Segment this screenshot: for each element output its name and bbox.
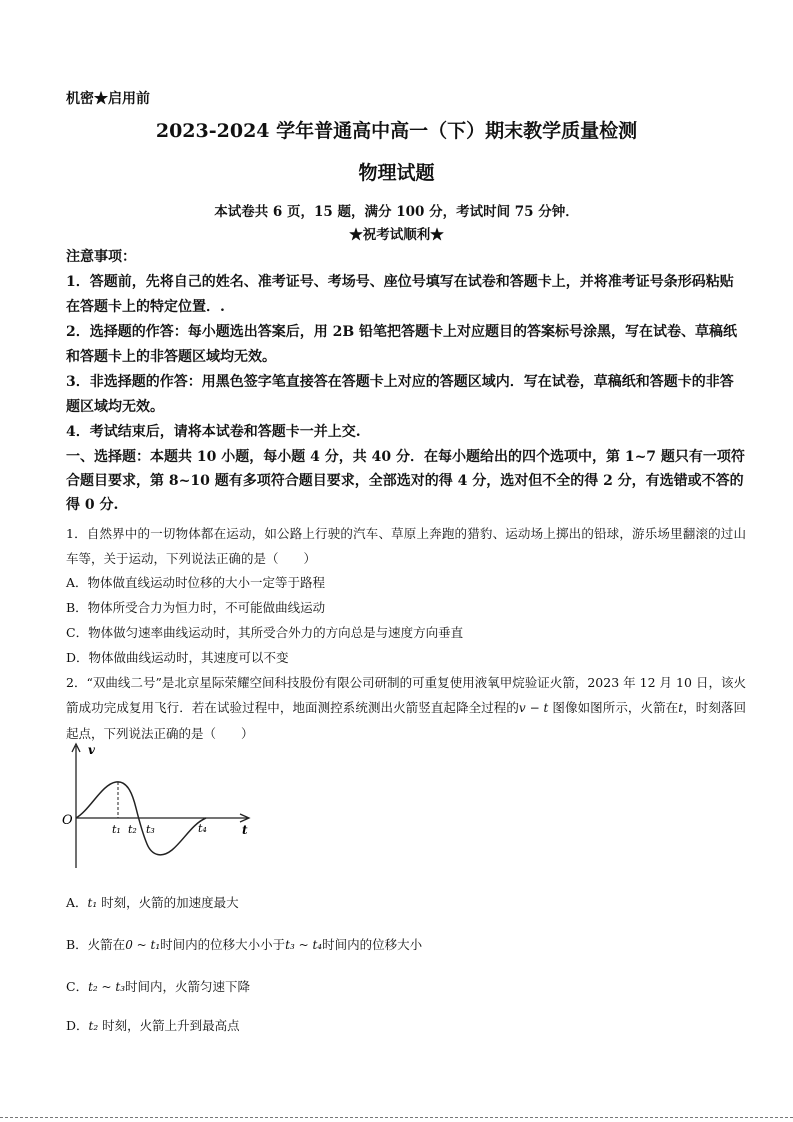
confidential-label: 机密★启用前 xyxy=(66,91,150,107)
note-item-1: 1．答题前，先将自己的姓名、准考证号、考场号、座位号填写在试卷和答题卡上，并将准考证号条形码粘贴在答题卡上的特定位置．. xyxy=(66,274,734,315)
notes-heading: 注意事项： xyxy=(66,249,136,265)
option-c-text: 时间内，火箭匀速下降 xyxy=(125,979,251,994)
option-b-text: 时间内的位移大小 xyxy=(322,937,423,952)
question-2-option-c xyxy=(66,977,746,995)
note-item-3: 3．非选择题的作答：用黑色签字笔直接答在答题卡上对应的答题区域内．写在试卷，草稿纸和答题卡的非答题区域均无效。 xyxy=(66,374,734,415)
question-2-stem-part3: ，时刻落回起点，下列说法正确的是（ ） xyxy=(66,700,746,741)
note-item-2: 2．选择题的作答：每小题选出答案后，用 2B 铅笔把答题卡上对应题目的答案标号涂黑，写在试卷、草稿纸和答题卡上的非答题区域均无效。 xyxy=(66,324,738,365)
question-2-stem-math: v − t xyxy=(518,701,549,715)
question-2-stem-math2: t xyxy=(678,701,684,715)
question-1-stem: 1．自然界中的一切物体都在运动，如公路上行驶的汽车、草原上奔跑的猎豹、运动场上掷出的铅球，游乐场里翻滚的过山车等，关于运动，下列说法正确的是（ ） xyxy=(66,526,746,566)
v-axis-label: v xyxy=(88,743,95,757)
t2-label: t₂ xyxy=(128,823,137,836)
option-b-prefix: B．火箭在 xyxy=(66,937,126,952)
velocity-time-graph xyxy=(60,740,260,875)
exam-subtitle: 物理试题 xyxy=(358,162,435,184)
option-b-math2: t₃ ~ t₄ xyxy=(285,938,323,952)
question-2-option-a xyxy=(66,893,746,911)
option-b-mid: 时间内的位移大小小于 xyxy=(160,937,286,952)
question-1-option-b: B．物体所受合力为恒力时，不可能做曲线运动 xyxy=(66,600,326,615)
question-2-stem-part1: 2．“双曲线二号”是北京星际荣耀空间科技股份有限公司研制的可重复使用液氧甲烷验证火箭，2023 年 12 月 10 日，该火箭成功完成复用飞行．若在试验过程中，地面测控系统测出火箭竖直起降全过程的 xyxy=(66,675,746,715)
question-2-stem xyxy=(66,670,746,746)
option-d-math: t₂ xyxy=(88,1019,99,1033)
option-a-text: 时刻，火箭的加速度最大 xyxy=(97,895,239,910)
page-bottom-divider xyxy=(0,1117,793,1118)
t3-label: t₃ xyxy=(146,823,155,836)
origin-label: O xyxy=(62,813,73,828)
exam-title: 2023-2024 学年普通高中高一（下）期末教学质量检测 xyxy=(155,120,638,142)
t1-label: t₁ xyxy=(112,823,121,836)
option-b-math1: 0 ~ t₁ xyxy=(125,938,161,952)
question-1-option-c: C．物体做匀速率曲线运动时，其所受合外力的方向总是与速度方向垂直 xyxy=(66,625,464,640)
question-2-option-b xyxy=(66,935,746,953)
note-item-4: 4．考试结束后，请将本试卷和答题卡一并上交. xyxy=(66,424,361,440)
option-a-prefix: A． xyxy=(66,895,88,910)
option-a-math: t₁ xyxy=(87,896,98,910)
option-c-prefix: C． xyxy=(66,979,89,994)
option-c-math: t₂ ~ t₃ xyxy=(88,980,126,994)
question-2-option-d xyxy=(66,1016,746,1034)
option-d-text: 时刻，火箭上升到最高点 xyxy=(98,1018,240,1033)
exam-info: 本试卷共 6 页，15 题，满分 100 分，考试时间 75 分钟． xyxy=(214,204,579,220)
t-axis-label: t xyxy=(242,823,248,837)
section-heading: 一、选择题：本题共 10 小题，每小题 4 分，共 40 分．在每小题给出的四个选项中，第 1~7 题只有一项符合题目要求，第 8~10 题有多项符合题目要求，全部选对的得 4 分，选对但不全的得 2 分，有选错或不答的得 0 分. xyxy=(66,449,745,513)
question-1-option-a: A．物体做直线运动时位移的大小一定等于路程 xyxy=(66,575,326,590)
question-1-option-d: D．物体做曲线运动时，其速度可以不变 xyxy=(66,650,289,665)
exam-wish: ★祝考试顺利★ xyxy=(349,227,444,243)
option-d-prefix: D． xyxy=(66,1018,89,1033)
question-2-stem-part2: 图像如图所示，火箭在 xyxy=(548,700,679,715)
t4-label: t₄ xyxy=(198,822,207,835)
